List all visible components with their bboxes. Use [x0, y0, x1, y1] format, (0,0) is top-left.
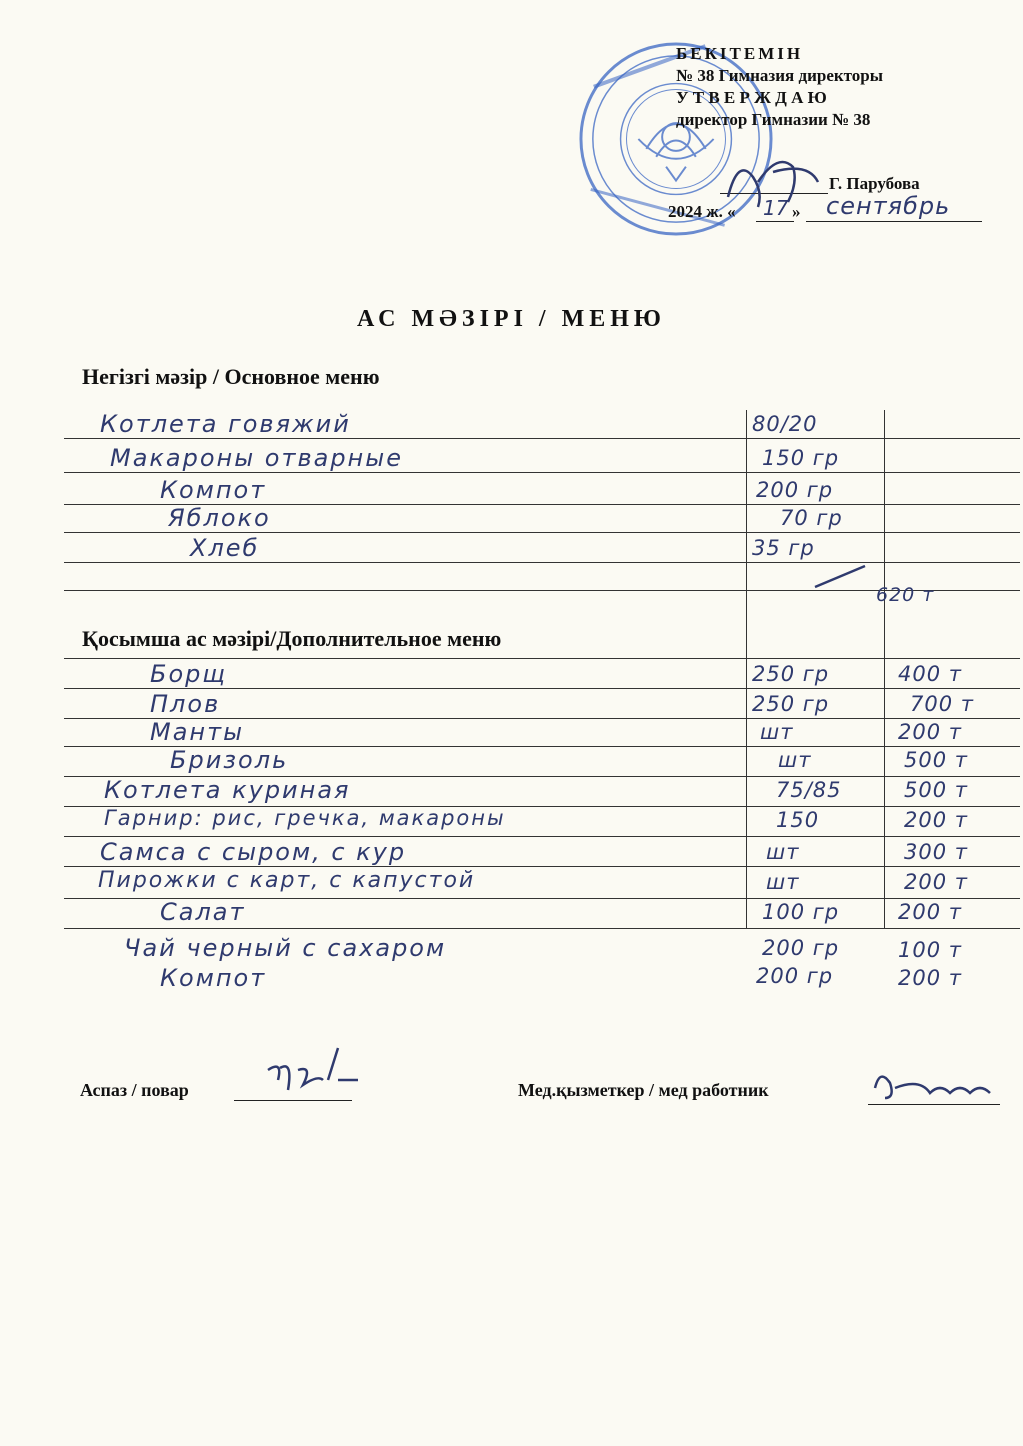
table-rule	[64, 438, 1020, 439]
extra-item-name: Салат	[160, 898, 246, 926]
table-rule	[64, 472, 1020, 473]
date-day: 17	[763, 196, 789, 220]
total-dash-mark	[810, 562, 870, 592]
extra-item-qty: 75/85	[776, 778, 842, 802]
table-rule	[64, 688, 1020, 689]
extra-item-price: 200 т	[898, 966, 962, 990]
date-prefix: 2024 ж. «	[668, 202, 736, 221]
approval-ru-title: У Т В Е Р Ж Д А Ю	[676, 88, 827, 107]
extra-item-qty: шт	[766, 840, 800, 864]
extra-item-name: Бризоль	[170, 746, 289, 774]
extra-item-qty: 250 гр	[752, 692, 830, 716]
cook-signature-line	[234, 1100, 352, 1101]
extra-item-price: 200 т	[904, 870, 968, 894]
main-menu-heading: Негізгі мәзір / Основное меню	[82, 364, 380, 389]
main-item-name: Хлеб	[190, 534, 260, 562]
main-item-qty: 80/20	[752, 412, 818, 436]
extra-item-name: Котлета куриная	[104, 776, 351, 804]
extra-item-name: Гарнир: рис, гречка, макароны	[104, 806, 506, 830]
extra-item-qty: 200 гр	[756, 964, 834, 988]
main-item-name: Макароны отварные	[110, 444, 403, 472]
main-item-qty: 200 гр	[756, 478, 834, 502]
main-item-qty: 70 гр	[780, 506, 843, 530]
cook-label: Аспаз / повар	[80, 1080, 189, 1100]
extra-item-price: 700 т	[910, 692, 974, 716]
extra-item-price: 500 т	[904, 748, 968, 772]
date-month: сентябрь	[826, 192, 951, 220]
extra-item-price: 400 т	[898, 662, 962, 686]
approval-ru-position: директор Гимназии № 38	[676, 110, 871, 129]
main-total: 620 т	[876, 584, 935, 606]
extra-item-qty: 250 гр	[752, 662, 830, 686]
medic-signature	[870, 1068, 1000, 1108]
date-month-underline	[806, 221, 982, 222]
table-rule	[64, 532, 1020, 533]
table-vrule	[884, 410, 885, 660]
extra-item-price: 200 т	[904, 808, 968, 832]
date-day-underline	[756, 221, 794, 222]
extra-item-name: Компот	[160, 964, 267, 992]
extra-item-price: 200 т	[898, 900, 962, 924]
medic-label: Мед.қызметкер / мед работник	[518, 1080, 769, 1100]
main-item-qty: 35 гр	[752, 536, 815, 560]
extra-item-price: 200 т	[898, 720, 962, 744]
extra-item-price: 500 т	[904, 778, 968, 802]
extra-item-name: Плов	[150, 690, 221, 718]
extra-item-name: Чай черный с сахаром	[124, 934, 447, 962]
extra-item-price: 300 т	[904, 840, 968, 864]
main-item-name: Яблоко	[168, 504, 271, 532]
main-item-name: Компот	[160, 476, 267, 504]
extra-item-name: Самса с сыром, с кур	[100, 838, 407, 866]
table-vrule	[746, 658, 747, 928]
extra-item-qty: шт	[778, 748, 812, 772]
main-item-qty: 150 гр	[762, 446, 840, 470]
table-rule	[64, 658, 1020, 659]
cook-signature	[258, 1040, 368, 1100]
approval-kz-title: БЕКІТЕМІН	[676, 44, 804, 63]
extra-menu-heading: Қосымша ас мәзірі/Дополнительное меню	[82, 626, 502, 651]
extra-item-qty: 150	[776, 808, 820, 832]
table-rule	[64, 836, 1020, 837]
extra-item-qty: 100 гр	[762, 900, 840, 924]
date-quote-close: »	[792, 202, 801, 221]
table-rule	[64, 928, 1020, 929]
extra-item-name: Манты	[150, 718, 245, 746]
main-item-name: Котлета говяжий	[100, 410, 351, 438]
table-rule	[64, 866, 1020, 867]
extra-item-qty: шт	[766, 870, 800, 894]
director-name: Г. Парубова	[829, 174, 920, 193]
extra-item-qty: 200 гр	[762, 936, 840, 960]
extra-item-name: Борщ	[150, 660, 227, 688]
page-title: АС МӘЗІРІ / МЕНЮ	[357, 306, 666, 332]
table-rule	[64, 562, 1020, 563]
extra-item-name: Пирожки с карт, с капустой	[98, 868, 476, 893]
table-vrule	[746, 410, 747, 660]
extra-item-price: 100 т	[898, 938, 962, 962]
table-vrule	[884, 658, 885, 928]
extra-item-qty: шт	[760, 720, 794, 744]
approval-kz-position: № 38 Гимназия директоры	[676, 66, 884, 85]
